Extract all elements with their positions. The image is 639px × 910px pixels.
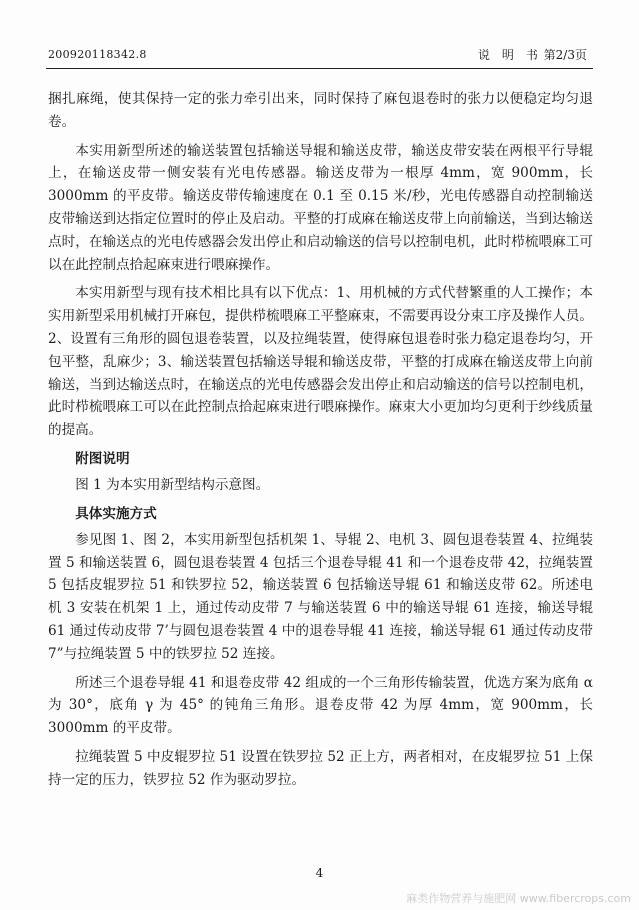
section-title-drawings: 附图说明 [75,450,130,467]
watermark: 麻类作物营养与施肥网 www.fibercrops.com [406,892,631,905]
document-body [48,88,593,798]
doc-type: 说 明 书 [477,48,538,62]
paragraph-embodiment-2: 所述三个退卷导辊 41 和退卷皮带 42 组成的一个三角形传输装置，优选方案为底角 α 为 30°，底角 γ 为 45° 的钝角三角形。退卷皮带 42 为厚 4mm，宽 900mm，长 3000mm 的平皮带。 [48,674,593,737]
paragraph-embodiment-3: 拉绳装置 5 中皮辊罗拉 51 设置在铁罗拉 52 正上方，两者相对，在皮辊罗拉 51 上保持一定的压力，铁罗拉 52 作为驱动罗拉。 [48,748,593,788]
paragraph-continuation: 捆扎麻绳，使其保持一定的张力牵引出来，同时保持了麻包退卷时的张力以便稳定均匀退卷。 [48,91,593,130]
section-title-embodiment: 具体实施方式 [75,505,157,522]
header-title [478,46,587,63]
page-info: 第2/3页 [543,48,587,62]
header-divider [46,68,593,69]
paragraph-drawings: 图 1 为本实用新型结构示意图。 [75,476,270,493]
patent-number: 200920118342.8 [48,48,147,61]
paragraph-conveyor: 本实用新型所述的输送装置包括输送导辊和输送皮带，输送皮带安装在两根平行导辊上，在输送皮带一侧安装有光电传感器。输送皮带为一根厚 4mm，宽 900mm，长 3000mm 的平皮带。输送皮带传输速度在 0.1 至 0.15 米/秒，光电传感器自动控制输送皮带输送到达指定位置时的停止及启动。平整的打成麻在输送皮带上向前输送，当到达输送点时，在输送点的光电传感器会发出停止和启动输送的信号以控制电机，此时栉梳喂麻工可以在此控制点拾起麻束进行喂麻操作。 [48,142,593,273]
page-number: 4 [315,866,324,880]
paragraph-advantages: 本实用新型与现有技术相比具有以下优点：1、用机械的方式代替繁重的人工操作；本实用新型采用机械打开麻包，提供栉梳喂麻工平整麻束，不需要再设分束工序及操作人员。2、设置有三角形的圆包退卷装置，以及拉绳装置，使得麻包退卷时张力稳定退卷均匀，开包平整，乱麻少；3、输送装置包括输送导辊和输送皮带，平整的打成麻在输送皮带上向前输送，当到达输送点时，在输送点的光电传感器会发出停止和启动输送的信号以控制电机，此时栉梳喂麻工可以在此控制点拾起麻束进行喂麻操作。麻束大小更加均匀更利于纱线质量的提高。 [48,285,593,439]
paragraph-embodiment-1: 参见图 1、图 2，本实用新型包括机架 1、导辊 2、电机 3、圆包退卷装置 4、拉绳装置 5 和输送装置 6，圆包退卷装置 4 包括三个退卷导辊 41 和一个退卷皮带 42，拉绳装置 5 包括皮辊罗拉 51 和铁罗拉 52，输送装置 6 包括输送导辊 61 和输送皮带 62。所述电机 3 安装在机架 1 上，通过传动皮带 7 与输送装置 6 中的输送导辊 61 连接，输送导辊 61 通过传动皮带 7’与圆包退卷装置 4 中的退卷导辊 41 连接，输送导辊 61 通过传动皮带 7”与拉绳装置 5 中的铁罗拉 52 连接。 [48,531,593,662]
